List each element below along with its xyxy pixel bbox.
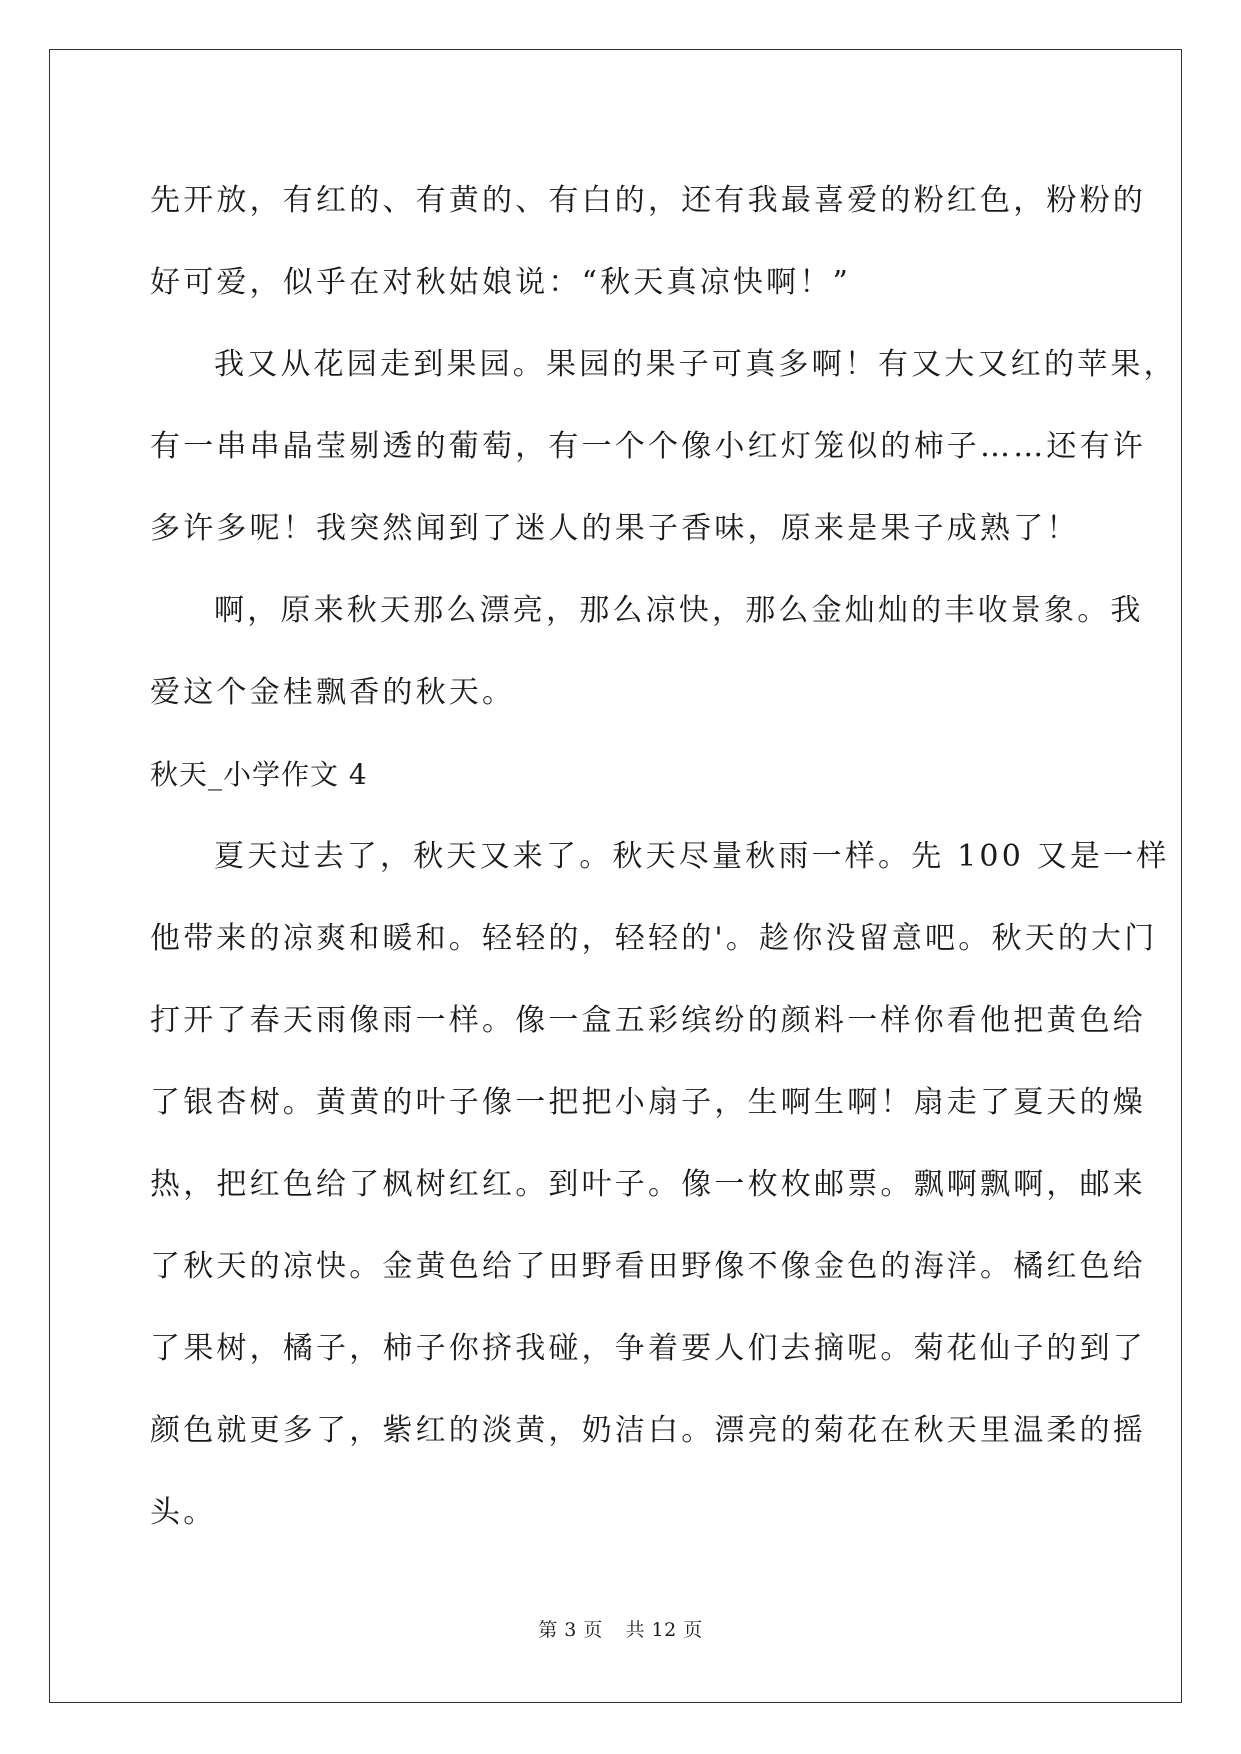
text-line: 颜色就更多了，紫红的淡黄，奶洁白。漂亮的菊花在秋天里温柔的摇 — [150, 1413, 1146, 1448]
section-heading: 秋天_小学作文 4 — [150, 758, 368, 791]
text-line: 有一串串晶莹剔透的葡萄，有一个个像小红灯笼似的柿子……还有许 — [150, 429, 1146, 464]
document-body — [150, 160, 1177, 1554]
text-line: 热，把红色给了枫树红红。到叶子。像一枚枚邮票。飘啊飘啊，邮来 — [150, 1167, 1146, 1202]
page-total: 共 12 页 — [625, 1619, 703, 1641]
text-line: 打开了春天雨像雨一样。像一盒五彩缤纷的颜料一样你看他把黄色给 — [150, 1003, 1146, 1038]
text-line: 爱这个金桂飘香的秋天。 — [150, 675, 516, 710]
text-line: 先开放，有红的、有黄的、有白的，还有我最喜爱的粉红色，粉粉的 — [150, 183, 1146, 218]
text-line: 好可爱，似乎在对秋姑娘说：“秋天真凉快啊！” — [150, 265, 852, 300]
text-line: 多许多呢！我突然闻到了迷人的果子香味，原来是果子成熟了！ — [150, 511, 1080, 546]
text-line: 我又从花园走到果园。果园的果子可真多啊！有又大又红的苹果， — [214, 347, 1177, 382]
text-line: 头。 — [150, 1495, 217, 1530]
text-line: 他带来的凉爽和暖和。轻轻的，轻轻的'。趁你没留意吧。秋天的大门 — [150, 921, 1158, 956]
text-line: 了果树，橘子，柿子你挤我碰，争着要人们去摘呢。菊花仙子的到了 — [150, 1331, 1146, 1366]
text-line: 夏天过去了，秋天又来了。秋天尽量秋雨一样。先 100 又是一样 — [214, 839, 1170, 874]
text-line: 了银杏树。黄黄的叶子像一把把小扇子，生啊生啊！扇走了夏天的燥 — [150, 1085, 1146, 1120]
text-line: 啊，原来秋天那么漂亮，那么凉快，那么金灿灿的丰收景象。我 — [214, 593, 1144, 628]
text-line: 了秋天的凉快。金黄色给了田野看田野像不像金色的海洋。橘红色给 — [150, 1249, 1146, 1284]
page-footer — [0, 1615, 1241, 1642]
page-number: 第 3 页 — [538, 1619, 603, 1641]
